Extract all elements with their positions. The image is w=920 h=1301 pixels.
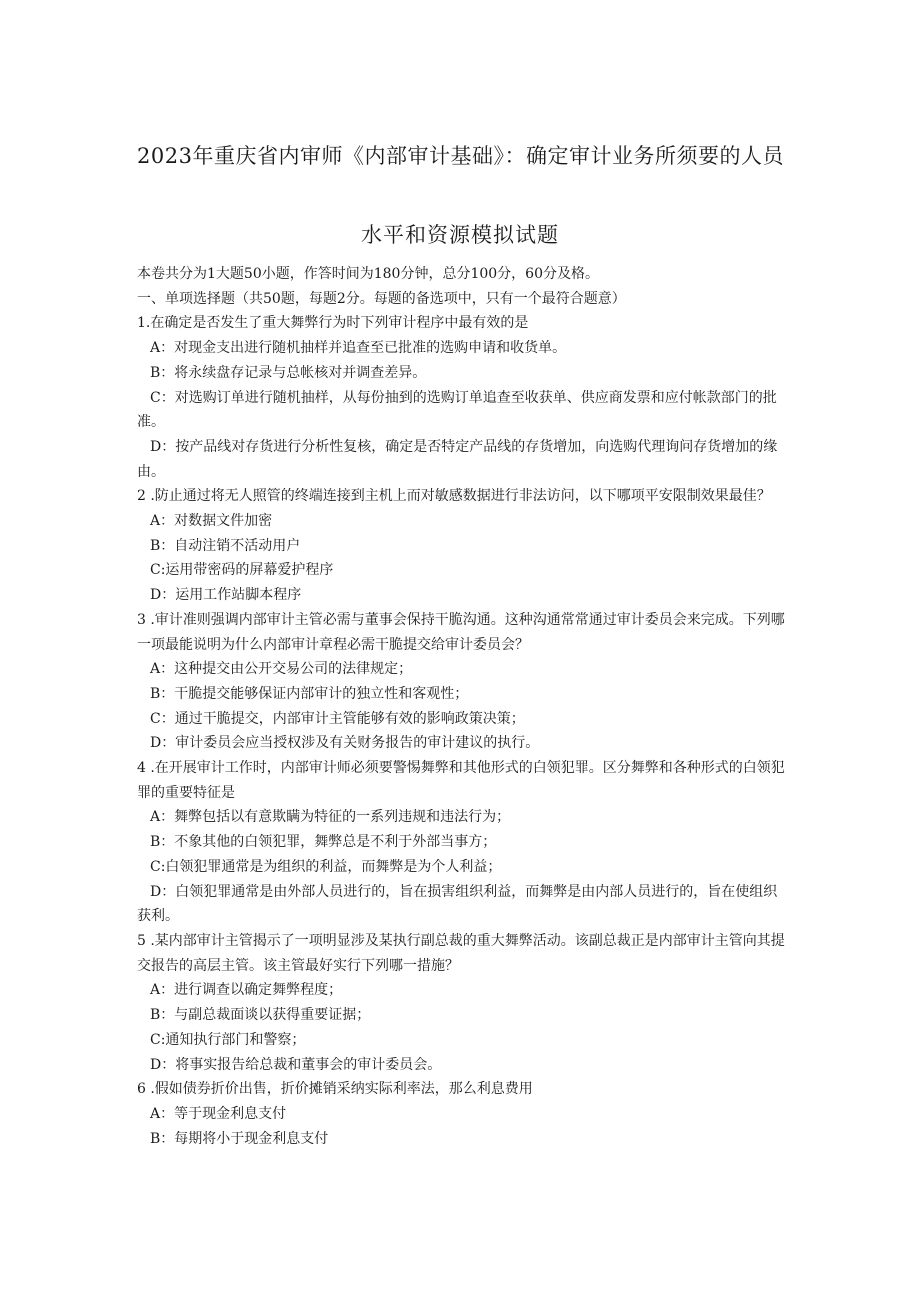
option-a: A：进行调查以确定舞弊程度；	[150, 982, 343, 999]
option-c: C：对选购订单进行随机抽样，从每份抽到的选购订单追查至收获单、供应商发票和应付帐款部门的批准。	[137, 389, 777, 431]
question-stem: 6 .假如债券折价出售，折价摊销采纳实际利率法，那么利息费用	[137, 1081, 533, 1098]
question-stem: 3 .审计准则强调内部审计主管必需与董事会保持干脆沟通。这种沟通常常通过审计委员会来完成。下列哪一项最能说明为什么内部审计章程必需干脆提交给审计委员会？	[137, 611, 785, 653]
option-b: B：将永续盘存记录与总帐核对并调查差异。	[150, 364, 427, 381]
option-d: D：运用工作站脚本程序	[150, 587, 302, 604]
document-subtitle: 水平和资源模拟试题	[361, 223, 559, 247]
option-b: B：每期将小于现金利息支付	[150, 1130, 329, 1147]
document-body	[137, 262, 787, 1151]
option-a: A：等于现金利息支付	[150, 1105, 287, 1122]
question	[137, 929, 787, 1077]
option-c: C:运用带密码的屏幕爱护程序	[150, 562, 334, 579]
question	[137, 756, 787, 929]
document-title: 2023年重庆省内审师《内部审计基础》：确定审计业务所须要的人员	[137, 144, 784, 168]
exam-intro: 本卷共分为1大题50小题，作答时间为180分钟，总分100分，60分及格。	[137, 266, 599, 282]
option-c: C:白领犯罪通常是为组织的利益，而舞弊是为个人利益；	[150, 858, 502, 875]
option-b: B：干脆提交能够保证内部审计的独立性和客观性；	[150, 685, 469, 702]
option-d: D：审计委员会应当授权涉及有关财务报告的审计建议的执行。	[150, 735, 540, 752]
question	[137, 1077, 787, 1151]
option-d: D：白领犯罪通常是由外部人员进行的，旨在损害组织利益，而舞弊是由内部人员进行的，旨在使组织获利。	[137, 883, 778, 925]
option-a: A：对数据文件加密	[150, 513, 273, 530]
question	[137, 484, 787, 608]
option-a: A：这种提交由公开交易公司的法律规定；	[150, 661, 413, 678]
question-stem: 4 .在开展审计工作时，内部审计师必须要警惕舞弊和其他形式的白领犯罪。区分舞弊和各种形式的白领犯罪的重要特征是	[137, 760, 785, 801]
option-d: D：按产品线对存货进行分析性复核，确定是否特定产品线的存货增加，向选购代理询问存货增加的缘由。	[137, 438, 778, 480]
option-c: C:通知执行部门和警察；	[150, 1031, 306, 1048]
question	[137, 311, 787, 484]
option-c: C：通过干脆提交，内部审计主管能够有效的影响政策决策；	[150, 710, 525, 727]
option-b: B：与副总裁面谈以获得重要证据；	[150, 1007, 371, 1024]
question-stem: 5 .某内部审计主管揭示了一项明显涉及某执行副总裁的重大舞弊活动。该副总裁正是内部审计主管向其提交报告的高层主管。该主管最好实行下列哪一措施？	[137, 932, 785, 974]
question-stem: 2 .防止通过将无人照管的终端连接到主机上而对敏感数据进行非法访问，以下哪项平安限制效果最佳？	[137, 488, 771, 505]
option-d: D：将事实报告给总裁和董事会的审计委员会。	[150, 1056, 442, 1073]
option-a: A：对现金支出进行随机抽样并追查至已批准的选购申请和收货单。	[150, 340, 567, 357]
section-heading: 一、单项选择题（共50题，每题2分。每题的备选项中，只有一个最符合题意）	[137, 290, 626, 307]
option-b: B：不象其他的白领犯罪，舞弊总是不利于外部当事方；	[150, 834, 497, 851]
question	[137, 608, 787, 756]
option-b: B：自动注销不活动用户	[150, 537, 301, 554]
option-a: A：舞弊包括以有意欺瞒为特征的一系列违规和违法行为；	[150, 809, 511, 826]
question-stem: 1.在确定是否发生了重大舞弊行为时下列审计程序中最有效的是	[137, 315, 529, 332]
